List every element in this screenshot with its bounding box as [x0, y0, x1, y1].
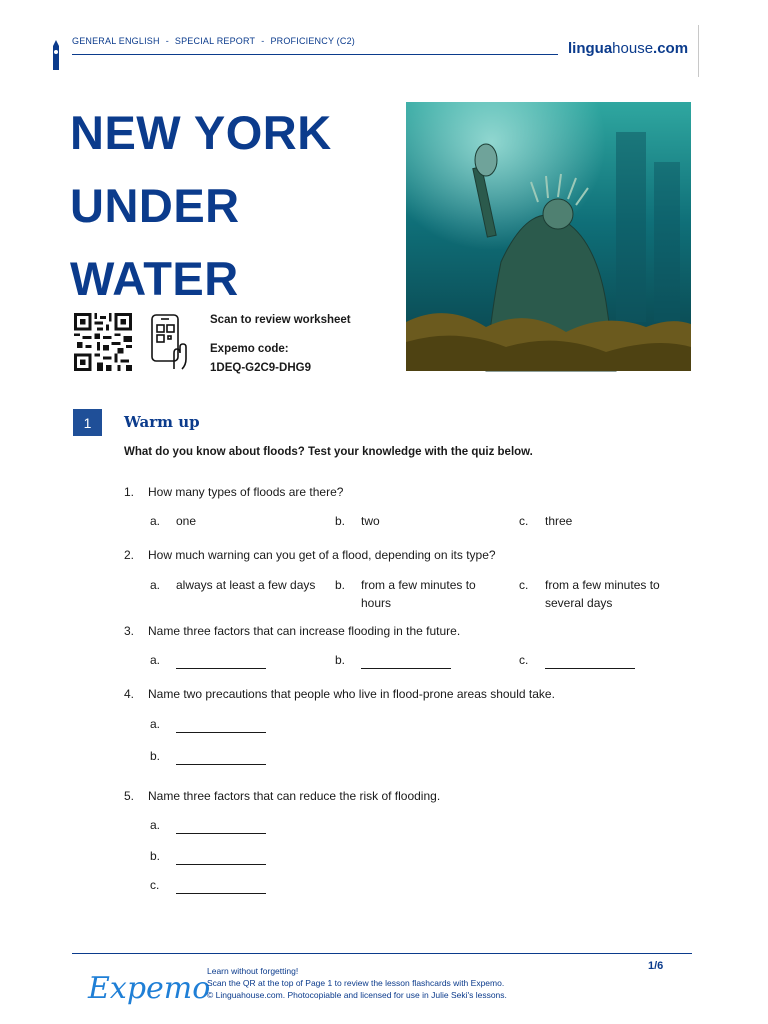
answer-blank[interactable] [176, 752, 266, 765]
page-number: 1/6 [648, 960, 664, 972]
option [519, 576, 689, 612]
answer-line[interactable] [519, 651, 635, 669]
option-letter: a. [150, 653, 161, 667]
breadcrumb-separator: - [165, 36, 169, 46]
question-number: 2. [124, 548, 135, 562]
answer-line[interactable] [150, 651, 266, 669]
question-number: 5. [124, 789, 135, 803]
question-5 [124, 789, 440, 803]
option-text: two [361, 514, 380, 528]
answer-line[interactable] [150, 747, 266, 765]
option [150, 512, 196, 530]
footer-divider [72, 953, 692, 954]
option [150, 576, 330, 594]
breadcrumb [72, 36, 355, 46]
question-text: How much warning can you get of a flood, depending on its type? [148, 548, 496, 562]
answer-blank[interactable] [361, 656, 451, 669]
option-text: from a few minutes to hours [361, 578, 476, 610]
question-number: 1. [124, 485, 135, 499]
option-text: three [545, 514, 573, 528]
hero-image-statue-underwater [406, 102, 691, 371]
option-letter: b. [335, 514, 346, 528]
question-text: Name three factors that can reduce the risk of flooding. [148, 789, 441, 803]
page-title [70, 96, 332, 315]
option-letter: a. [150, 578, 161, 592]
question-3 [124, 624, 460, 638]
question-text: How many types of floods are there? [148, 485, 344, 499]
breadcrumb-special-report: SPECIAL REPORT [174, 36, 256, 46]
footer-tagline: Learn without forgetting! [207, 966, 299, 976]
answer-line[interactable] [150, 816, 266, 834]
answer-line[interactable] [335, 651, 451, 669]
logo-tld: .com [653, 40, 689, 57]
scan-info [210, 311, 351, 378]
title-line-1: NEW YORK [70, 106, 332, 159]
footer-copyright: © Linguahouse.com. Photocopiable and licensed for use in Julie Seki's lessons. [207, 990, 507, 1000]
option-letter: b. [335, 653, 346, 667]
option-text: always at least a few days [176, 578, 316, 592]
answer-blank[interactable] [176, 720, 266, 733]
big-ben-icon [50, 40, 62, 70]
linguahouse-logo [568, 40, 688, 57]
header-divider [72, 54, 558, 55]
option-letter: a. [150, 818, 161, 832]
qr-code-icon [73, 313, 133, 371]
breadcrumb-proficiency: PROFICIENCY (C2) [270, 36, 355, 46]
option-text: one [176, 514, 197, 528]
option-letter: b. [150, 849, 161, 863]
expemo-logo [88, 966, 211, 1012]
expemo-code: 1DEQ-G2C9-DHG9 [210, 362, 311, 374]
option-letter: b. [335, 578, 346, 592]
option-text: from a few minutes to several days [545, 578, 660, 610]
expemo-logo-text: Expemo [88, 971, 211, 1006]
footer-text [207, 965, 507, 1001]
scan-label: Scan to review worksheet [210, 314, 351, 326]
question-1 [124, 485, 343, 499]
footer-instructions: Scan the QR at the top of Page 1 to review the lesson flashcards with Expemo. [207, 978, 505, 988]
logo-lingua: lingua [568, 40, 613, 57]
logo-house: house [612, 40, 654, 57]
header-vertical-divider [698, 25, 699, 77]
option [335, 512, 380, 530]
phone-scan-icon [148, 313, 192, 371]
section-intro: What do you know about floods? Test your knowledge with the quiz below. [124, 446, 533, 458]
question-number: 3. [124, 624, 135, 638]
question-text: Name two precautions that people who live in flood-prone areas should take. [148, 687, 555, 701]
option-letter: c. [519, 514, 529, 528]
option [335, 576, 495, 612]
option [519, 512, 572, 530]
question-2 [124, 548, 496, 562]
title-line-2: UNDER [70, 179, 240, 232]
option-letter: b. [150, 749, 161, 763]
question-4 [124, 687, 555, 701]
answer-blank[interactable] [176, 656, 266, 669]
title-line-3: WATER [70, 252, 239, 305]
option-letter: c. [150, 878, 160, 892]
expemo-code-label: Expemo code: [210, 343, 289, 355]
breadcrumb-separator: - [261, 36, 265, 46]
question-text: Name three factors that can increase flooding in the future. [148, 624, 461, 638]
question-number: 4. [124, 687, 135, 701]
option-letter: a. [150, 514, 161, 528]
option-letter: a. [150, 717, 161, 731]
section-number-badge: 1 [73, 409, 102, 436]
answer-line[interactable] [150, 715, 266, 733]
answer-blank[interactable] [176, 852, 266, 865]
answer-blank[interactable] [176, 821, 266, 834]
answer-line[interactable] [150, 876, 266, 894]
option-letter: c. [519, 653, 529, 667]
answer-blank[interactable] [545, 656, 635, 669]
answer-line[interactable] [150, 847, 266, 865]
section-title: Warm up [124, 413, 200, 431]
breadcrumb-general-english: GENERAL ENGLISH [72, 36, 160, 46]
option-letter: c. [519, 578, 529, 592]
answer-blank[interactable] [176, 881, 266, 894]
